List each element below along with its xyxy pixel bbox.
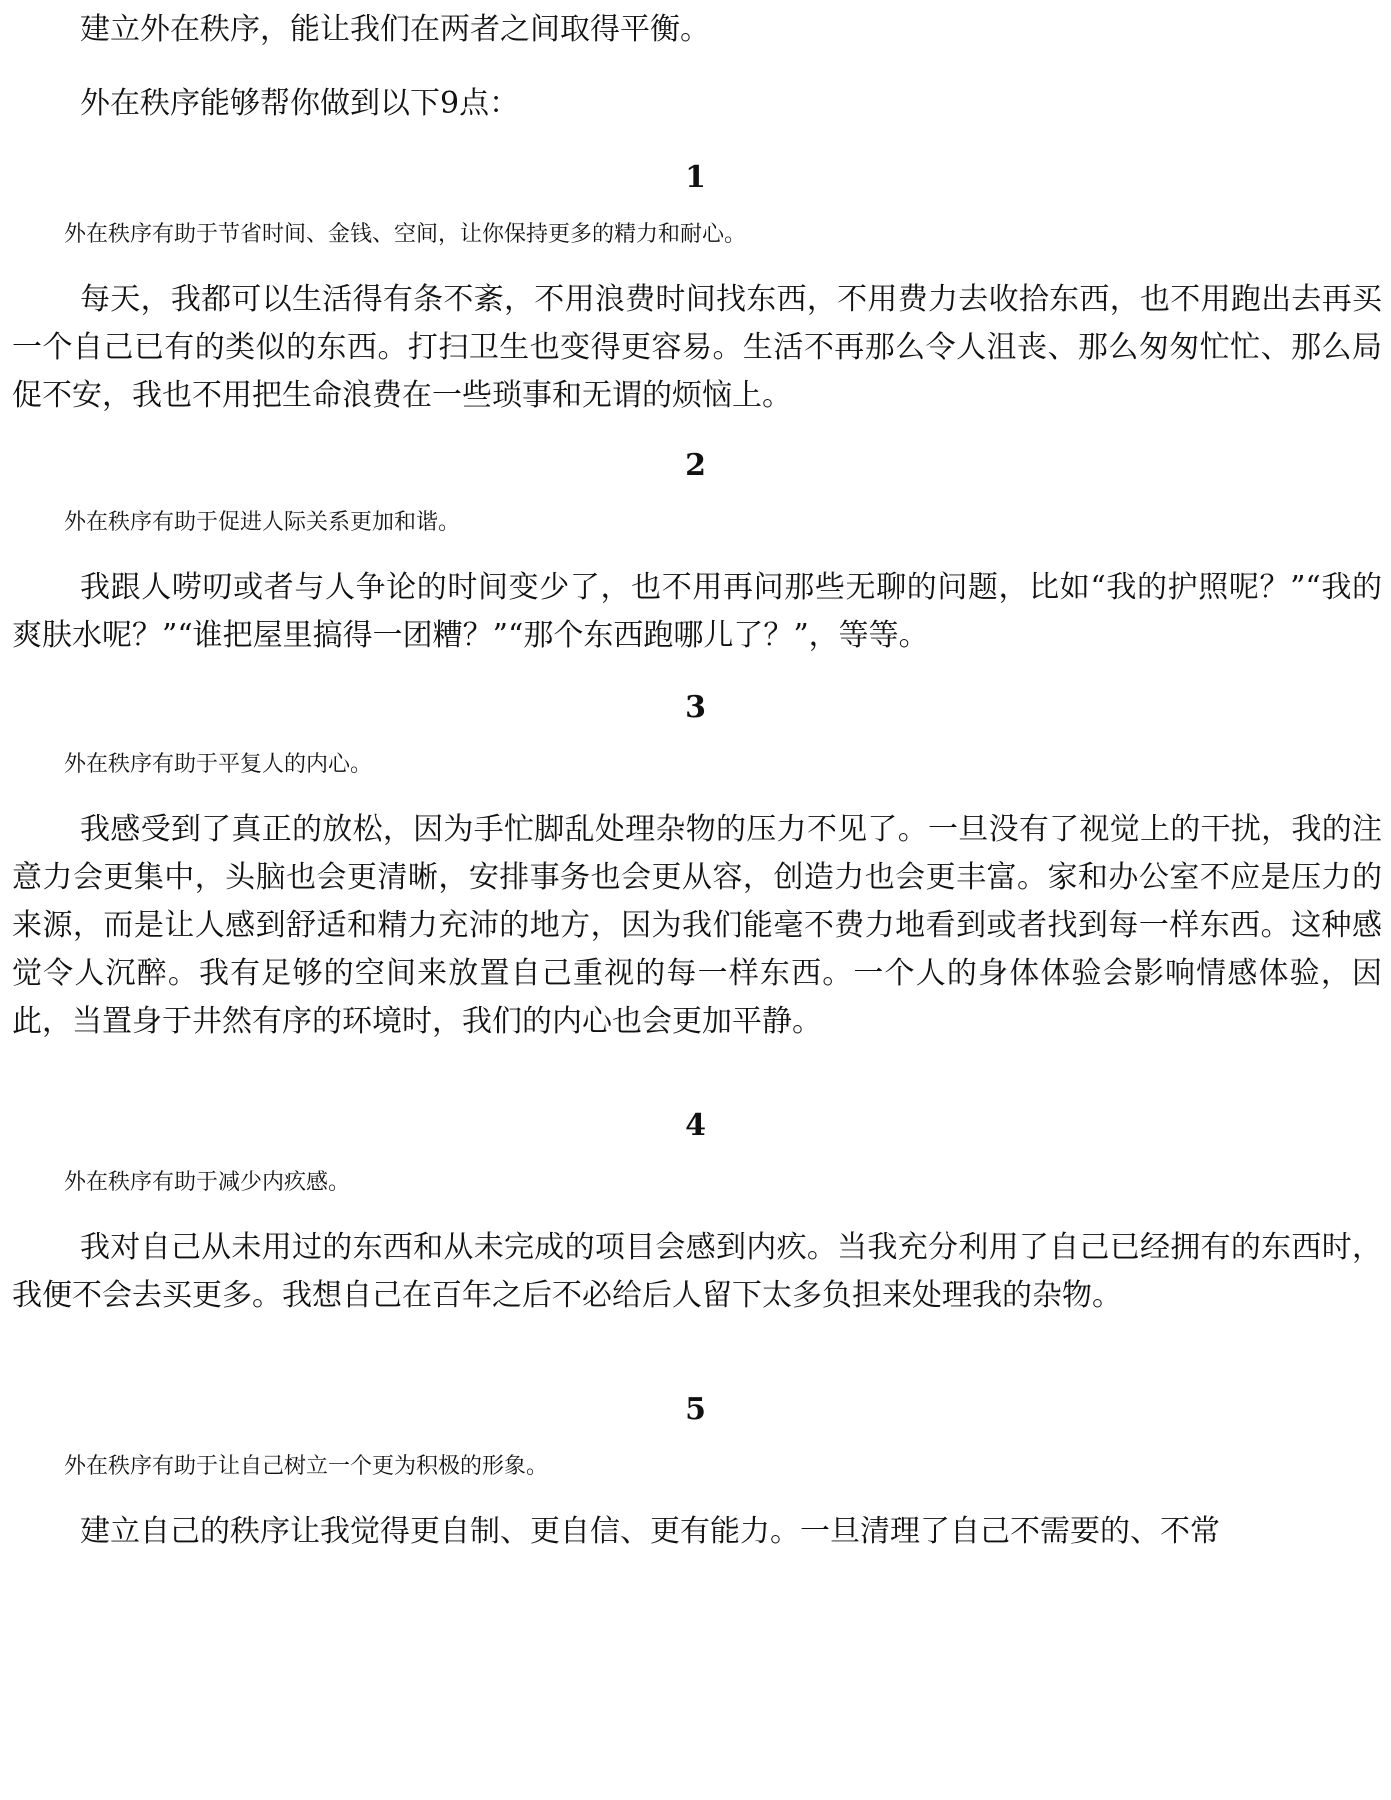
section-number-4: 4 [685,1108,706,1143]
section-body-1: 每天，我都可以生活得有条不紊，不用浪费时间找东西，不用费力去收拾东西，也不用跑出去再买一个自己已有的类似的东西。打扫卫生也变得更容易。生活不再那么令人沮丧、那么匆匆忙忙、那么局促不安，我也不用把生命浪费在一些琐事和无谓的烦恼上。 [12,282,1382,413]
section-number-1: 1 [685,160,706,195]
section-body-3: 我感受到了真正的放松，因为手忙脚乱处理杂物的压力不见了。一旦没有了视觉上的干扰，我的注意力会更集中，头脑也会更清晰，安排事务也会更从容，创造力也会更丰富。家和办公室不应是压力的来源，而是让人感到舒适和精力充沛的地方，因为我们能毫不费力地看到或者找到每一样东西。这种感觉令人沉醉。我有足够的空间来放置自己重视的每一样东西。一个人的身体体验会影响情感体验，因此，当置身于井然有序的环境时，我们的内心也会更加平静。 [12,812,1382,1039]
intro-line-1: 建立外在秩序，能让我们在两者之间取得平衡。 [80,12,710,47]
section-subtitle-3: 外在秩序有助于平复人的内心。 [64,752,373,777]
section-body-4: 我对自己从未用过的东西和从未完成的项目会感到内疚。当我充分利用了自己已经拥有的东西时，我便不会去买更多。我想自己在百年之后不必给后人留下太多负担来处理我的杂物。 [12,1230,1382,1313]
section-subtitle-1: 外在秩序有助于节省时间、金钱、空间，让你保持更多的精力和耐心。 [64,222,747,247]
section-subtitle-4: 外在秩序有助于减少内疚感。 [64,1170,351,1195]
section-number-3: 3 [685,690,706,725]
section-subtitle-2: 外在秩序有助于促进人际关系更加和谐。 [64,510,461,535]
section-body-2: 我跟人唠叨或者与人争论的时间变少了，也不用再问那些无聊的问题，比如“我的护照呢？”“我的爽肤水呢？”“谁把屋里搞得一团糟？”“那个东西跑哪儿了？”，等等。 [12,570,1382,653]
intro-line-2: 外在秩序能够帮你做到以下9点： [80,86,520,121]
section-body-5: 建立自己的秩序让我觉得更自制、更自信、更有能力。一旦清理了自己不需要的、不常 [80,1514,1220,1549]
section-subtitle-5: 外在秩序有助于让自己树立一个更为积极的形象。 [64,1454,549,1479]
section-number-5: 5 [685,1392,706,1427]
section-number-2: 2 [685,448,706,483]
